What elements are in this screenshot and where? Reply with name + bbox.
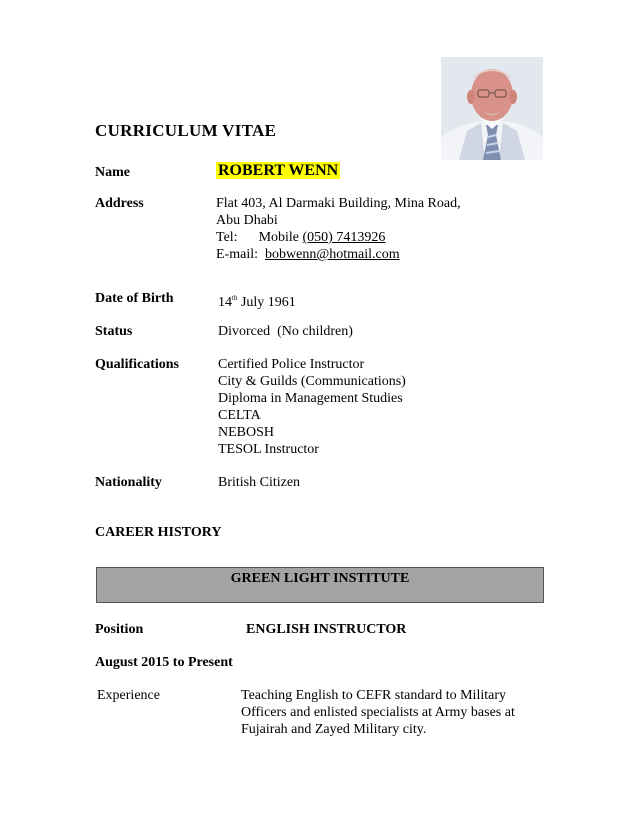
qualification-item: Certified Police Instructor [218,357,365,372]
address-line: Flat 403, Al Darmaki Building, Mina Road, [216,196,461,211]
position-label: Position [95,622,144,637]
qualification-item: Diploma in Management Studies [218,391,403,406]
status-value: Divorced (No children) [218,324,353,339]
address-label: Address [95,196,144,211]
qualifications-list [218,356,406,458]
dob-day: 14 [218,295,232,310]
dob-value [218,290,296,311]
portrait-photo [441,57,543,160]
document-title: CURRICULUM VITAE [95,121,277,140]
qualification-item: City & Guilds (Communications) [218,374,406,389]
dob-rest: July 1961 [237,295,296,310]
employer-banner [96,567,544,603]
period: August 2015 to Present [95,655,233,670]
experience-text [241,687,515,738]
dob-label: Date of Birth [95,291,174,306]
email-prefix: E-mail: [216,247,265,262]
nationality-label: Nationality [95,475,162,490]
phone-line [216,229,461,246]
employer-name: GREEN LIGHT INSTITUTE [230,571,410,586]
phone-prefix: Tel: Mobile [216,230,303,245]
qualification-item: NEBOSH [218,425,275,440]
email-link[interactable]: bobwenn@hotmail.com [265,247,400,262]
email-line [216,246,461,263]
experience-line: Teaching English to CEFR standard to Military [241,688,506,703]
career-history-heading: CAREER HISTORY [95,525,222,540]
name-value [216,162,340,180]
experience-line: Officers and enlisted specialists at Army bases at [241,705,515,720]
name-highlight: ROBERT WENN [218,162,339,179]
nationality-value: British Citizen [218,475,301,490]
position-value: ENGLISH INSTRUCTOR [246,622,407,637]
status-label: Status [95,324,133,339]
qualifications-label: Qualifications [95,357,180,372]
experience-line: Fujairah and Zayed Military city. [241,722,427,737]
address-block [216,195,461,263]
qualification-item: CELTA [218,408,261,423]
qualification-item: TESOL Instructor [218,442,319,457]
dob-suffix: th [232,294,238,302]
experience-label: Experience [97,688,160,703]
name-label: Name [95,165,130,180]
phone-number: (050) 7413926 [302,230,386,245]
address-line: Abu Dhabi [216,213,278,228]
